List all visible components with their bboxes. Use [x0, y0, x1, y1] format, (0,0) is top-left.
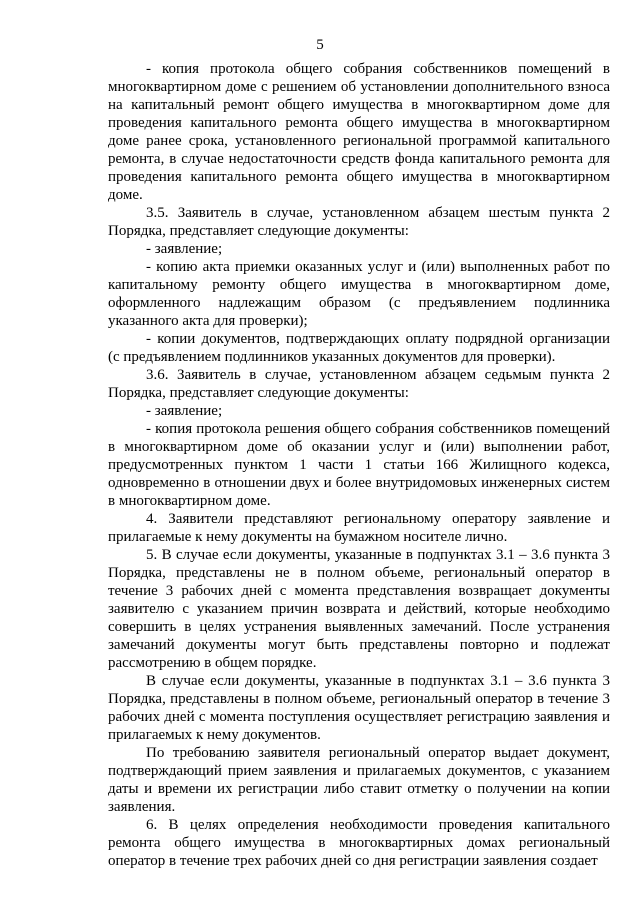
paragraph: - копия протокола общего собрания собственников помещений в многоквартирном доме с решением об установлении дополнительного взноса на капитальный ремонт общего имущества в многоквартирном доме для проведения капитального ремонта общего имущества в многоквартирном доме ранее срока, установленного региональной программой капитального ремонта, в случае недостаточности средств фонда капитального ремонта для проведения капитального ремонта общего имущества в многоквартирном доме. [108, 61, 610, 203]
paragraph: 6. В целях определения необходимости проведения капитального ремонта общего имущества в многоквартирных домах региональный оператор в течение трех рабочих дней со дня регистрации заявления создает [108, 817, 610, 869]
paragraph: 3.5. Заявитель в случае, установленном абзацем шестым пункта 2 Порядка, представляет следующие документы: [108, 205, 610, 239]
paragraph: 3.6. Заявитель в случае, установленном абзацем седьмым пункта 2 Порядка, представляет следующие документы: [108, 367, 610, 401]
paragraph: - заявление; [146, 403, 223, 419]
paragraph: - заявление; [146, 241, 223, 257]
document-body [108, 60, 610, 870]
paragraph: - копии документов, подтверждающих оплату подрядной организации (с предъявлением подлинников указанных документов для проверки). [108, 331, 610, 365]
paragraph: В случае если документы, указанные в подпунктах 3.1 – 3.6 пункта 3 Порядка, представлены в полном объеме, региональный оператор в течение 3 рабочих дней с момента поступления осуществляет регистрацию заявления и прилагаемых к нему документов. [108, 673, 610, 743]
page-number: 5 [316, 37, 324, 53]
paragraph: - копия протокола решения общего собрания собственников помещений в многоквартирном доме об оказании услуг и (или) выполнении работ, предусмотренных пунктом 1 части 1 статьи 166 Жилищного кодекса, одновременно в отношении двух и более внутридомовых инженерных систем в многоквартирном доме. [108, 421, 610, 509]
paragraph: - копию акта приемки оказанных услуг и (или) выполненных работ по капитальному ремонту общего имущества в многоквартирном доме, оформленного надлежащим образом (с предъявлением подлинника указанного акта для проверки); [108, 259, 610, 329]
paragraph: 5. В случае если документы, указанные в подпунктах 3.1 – 3.6 пункта 3 Порядка, представлены не в полном объеме, региональный оператор в течение 3 рабочих дней с момента представления возвращает документы заявителю с указанием причин возврата и действий, которые необходимо совершить в целях устранения выявленных замечаний. После устранения замечаний документы могут быть представлены повторно и подлежат рассмотрению в общем порядке. [108, 547, 610, 671]
paragraph: 4. Заявители представляют региональному оператору заявление и прилагаемые к нему документы на бумажном носителе лично. [108, 511, 610, 545]
paragraph: По требованию заявителя региональный оператор выдает документ, подтверждающий прием заявления и прилагаемых документов, с указанием даты и времени их регистрации либо ставит отметку о получении на копии заявления. [108, 745, 610, 815]
